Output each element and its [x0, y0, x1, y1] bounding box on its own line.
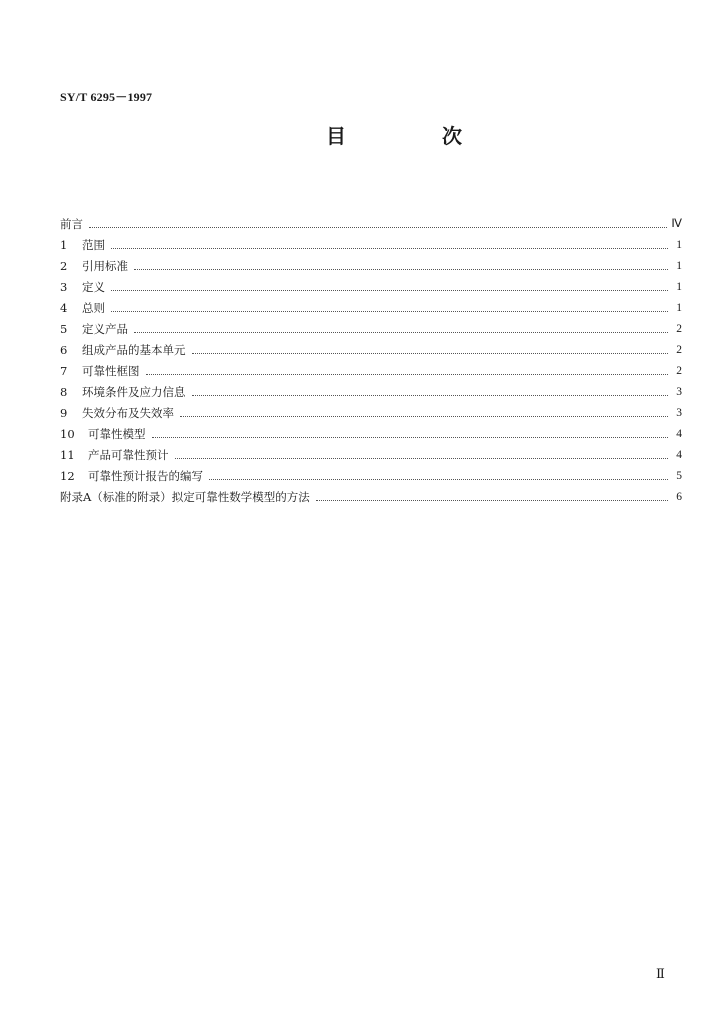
toc-entry-text: 定义产品 — [82, 322, 128, 336]
toc-entry-page: 2 — [676, 344, 682, 356]
dot-leader — [134, 269, 668, 270]
toc-entry-number: 6 — [60, 343, 68, 357]
table-of-contents — [60, 210, 682, 504]
toc-entry-text: 环境条件及应力信息 — [82, 385, 186, 399]
toc-entry-number: 2 — [60, 259, 68, 273]
toc-entry-8[interactable] — [60, 378, 682, 399]
toc-entry-appendix-a[interactable] — [60, 483, 682, 504]
toc-entry-12[interactable] — [60, 462, 682, 483]
toc-entry-text: 附录A（标准的附录）拟定可靠性数学模型的方法 — [60, 490, 310, 504]
dot-leader — [134, 332, 668, 333]
toc-entry-page: 3 — [676, 386, 682, 398]
toc-entry-number: 1 — [60, 238, 68, 252]
toc-entry-number: 5 — [60, 322, 68, 336]
toc-entry-text: 产品可靠性预计 — [88, 448, 169, 462]
toc-entry-9[interactable] — [60, 399, 682, 420]
toc-entry-1[interactable] — [60, 231, 682, 252]
toc-entry-page: 1 — [676, 302, 682, 314]
toc-entry-number: 7 — [60, 364, 68, 378]
toc-entry-text: 总则 — [82, 301, 105, 315]
dot-leader — [175, 458, 669, 459]
toc-entry-foreword[interactable] — [60, 210, 682, 231]
toc-entry-page: 1 — [676, 281, 682, 293]
toc-entry-3[interactable] — [60, 273, 682, 294]
dot-leader — [316, 500, 668, 501]
toc-entry-text: 前言 — [60, 217, 83, 231]
dot-leader — [111, 290, 668, 291]
toc-entry-text: 范围 — [82, 238, 105, 252]
toc-entry-text: 可靠性框图 — [82, 364, 140, 378]
dot-leader — [89, 227, 667, 228]
toc-entry-5[interactable] — [60, 315, 682, 336]
dot-leader — [209, 479, 668, 480]
toc-entry-4[interactable] — [60, 294, 682, 315]
toc-entry-text: 失效分布及失效率 — [82, 406, 174, 420]
page-title: 目 次 — [326, 124, 500, 148]
toc-entry-text: 可靠性模型 — [88, 427, 146, 441]
toc-entry-number: 11 — [60, 448, 75, 462]
toc-entry-page: 4 — [676, 428, 682, 440]
standard-code: SY/T 6295－1997 — [60, 90, 153, 104]
toc-entry-text: 可靠性预计报告的编写 — [88, 469, 203, 483]
toc-entry-text: 定义 — [82, 280, 105, 294]
dot-leader — [192, 353, 669, 354]
toc-entry-page: 2 — [676, 323, 682, 335]
dot-leader — [152, 437, 669, 438]
toc-entry-page: 3 — [676, 407, 682, 419]
toc-entry-number: 4 — [60, 301, 68, 315]
toc-entry-page: 1 — [676, 239, 682, 251]
toc-entry-page: 2 — [676, 365, 682, 377]
toc-entry-text: 组成产品的基本单元 — [82, 343, 186, 357]
toc-entry-page: 4 — [676, 449, 682, 461]
toc-entry-number: 12 — [60, 469, 75, 483]
toc-entry-page: 5 — [676, 470, 682, 482]
toc-entry-page: Ⅳ — [671, 218, 682, 230]
toc-entry-page: 6 — [676, 491, 682, 503]
page-number: Ⅱ — [656, 966, 665, 981]
dot-leader — [111, 248, 668, 249]
dot-leader — [146, 374, 669, 375]
toc-entry-11[interactable] — [60, 441, 682, 462]
toc-entry-number: 8 — [60, 385, 68, 399]
toc-entry-number: 10 — [60, 427, 75, 441]
dot-leader — [111, 311, 668, 312]
toc-entry-page: 1 — [676, 260, 682, 272]
toc-entry-10[interactable] — [60, 420, 682, 441]
toc-entry-number: 3 — [60, 280, 68, 294]
toc-entry-text: 引用标准 — [82, 259, 128, 273]
dot-leader — [180, 416, 668, 417]
toc-entry-7[interactable] — [60, 357, 682, 378]
toc-entry-number: 9 — [60, 406, 68, 420]
dot-leader — [192, 395, 669, 396]
toc-entry-6[interactable] — [60, 336, 682, 357]
toc-entry-2[interactable] — [60, 252, 682, 273]
